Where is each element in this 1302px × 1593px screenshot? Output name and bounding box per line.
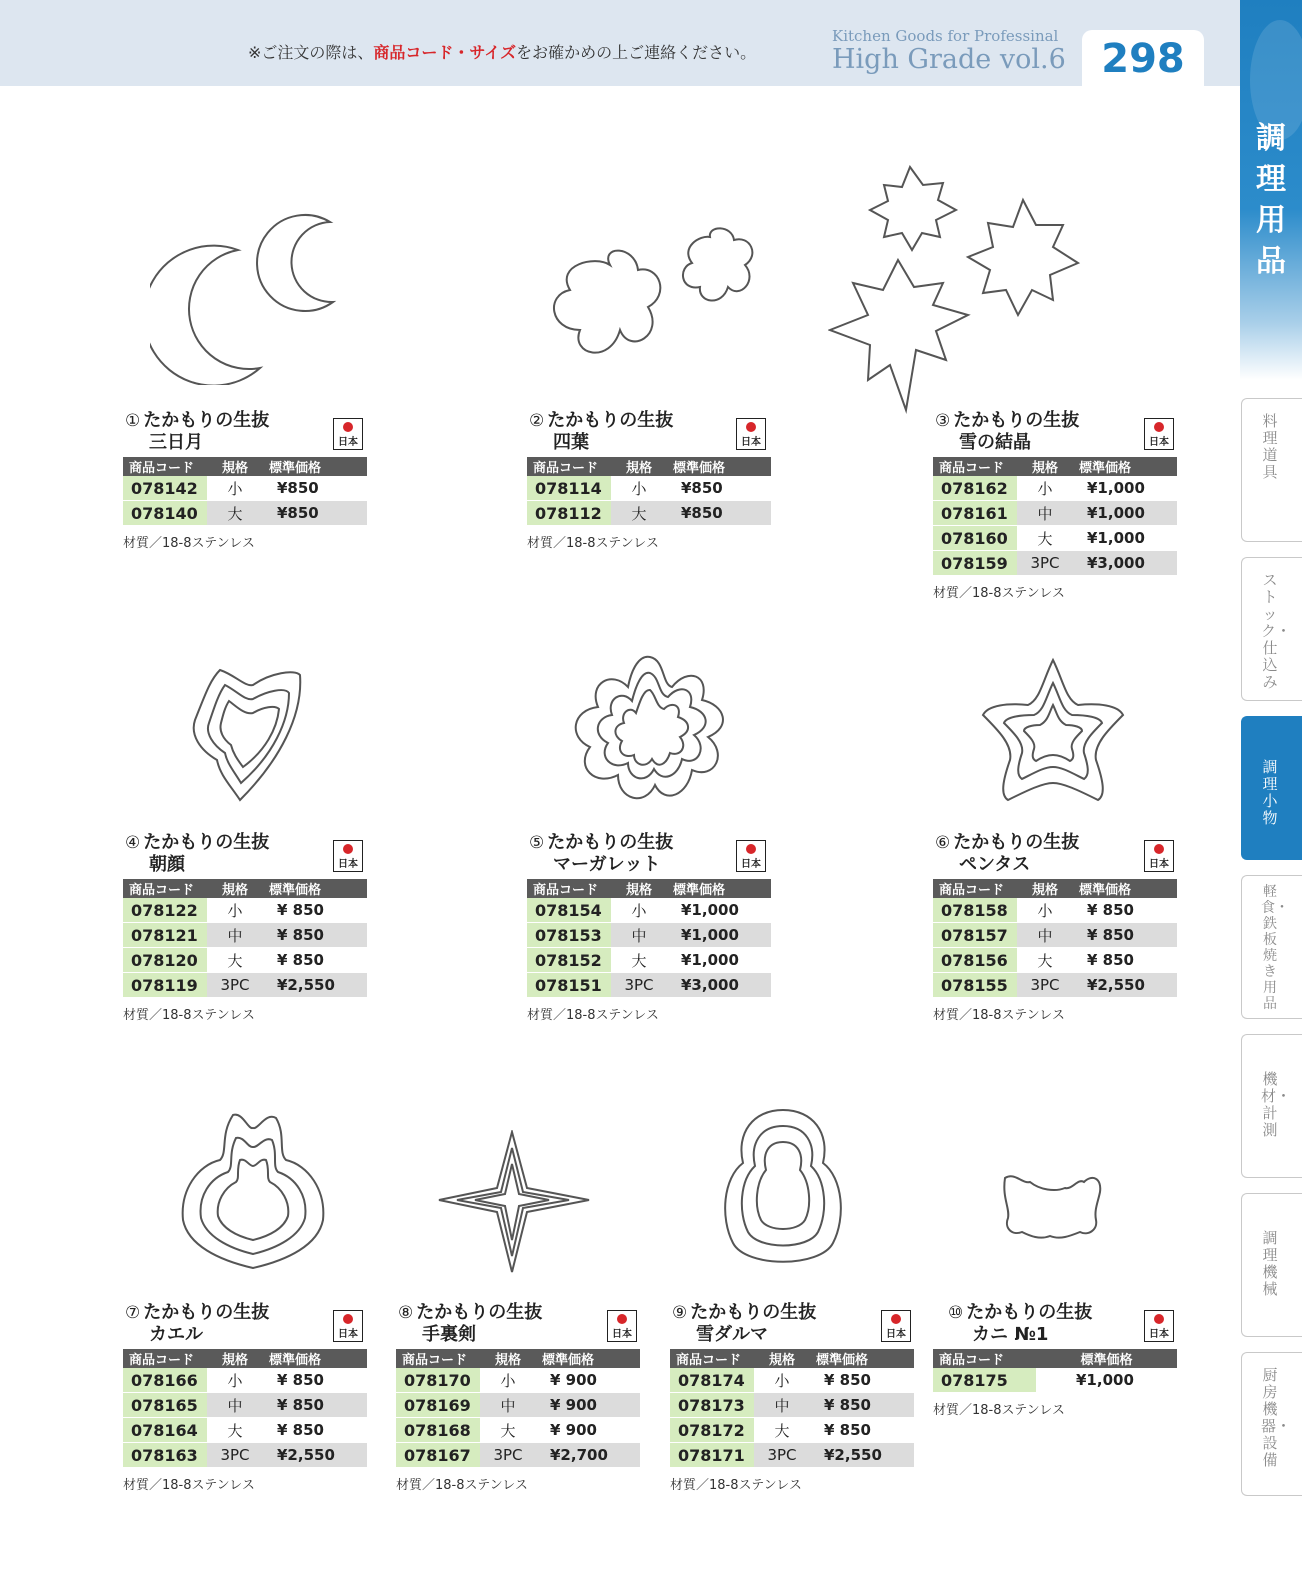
made-in-japan-badge bbox=[333, 418, 363, 450]
japan-flag-icon bbox=[746, 844, 756, 854]
product-title bbox=[125, 1302, 269, 1346]
product-code: 078142 bbox=[123, 476, 207, 501]
product-size: 小 bbox=[1017, 476, 1073, 501]
col-header-code: 商品コード bbox=[123, 879, 207, 898]
table-header-row bbox=[933, 879, 1177, 898]
notice-text-end: をお確かめの上ご連絡ください。 bbox=[516, 43, 757, 62]
table-row bbox=[527, 973, 771, 998]
product-code: 078168 bbox=[396, 1418, 480, 1443]
tab-cooking-small-items[interactable] bbox=[1241, 716, 1302, 860]
badge-label: 日本 bbox=[1149, 859, 1169, 870]
col-header-code: 商品コード bbox=[670, 1349, 754, 1368]
badge-label: 日本 bbox=[612, 1329, 632, 1340]
material-note: 材質／18-8ステンレス bbox=[527, 1008, 659, 1023]
product-code: 078162 bbox=[933, 476, 1017, 501]
made-in-japan-badge bbox=[736, 840, 766, 872]
product-price: ¥ 850 bbox=[810, 1418, 914, 1443]
japan-flag-icon bbox=[343, 844, 353, 854]
table-row bbox=[123, 973, 367, 998]
tab-snack-teppan[interactable] bbox=[1241, 875, 1302, 1019]
product-size: 大 bbox=[480, 1418, 536, 1443]
product-code: 078165 bbox=[123, 1393, 207, 1418]
product-code: 078119 bbox=[123, 973, 207, 998]
product-code: 078164 bbox=[123, 1418, 207, 1443]
table-row bbox=[670, 1418, 914, 1443]
table-row bbox=[527, 923, 771, 948]
product-code: 078174 bbox=[670, 1368, 754, 1393]
product-number: ⑤ bbox=[529, 833, 545, 853]
product-size: 3PC bbox=[480, 1443, 536, 1468]
tab-label: 厨房機器・設備 bbox=[1261, 1366, 1292, 1469]
badge-label: 日本 bbox=[741, 437, 761, 448]
morning-glory-cutter-image bbox=[185, 665, 315, 810]
product-code: 078114 bbox=[527, 476, 611, 501]
product-price: ¥2,550 bbox=[263, 973, 367, 998]
badge-label: 日本 bbox=[338, 1329, 358, 1340]
table-row bbox=[123, 948, 367, 973]
table-row bbox=[933, 923, 1177, 948]
table-row bbox=[396, 1393, 640, 1418]
table-row bbox=[670, 1393, 914, 1418]
made-in-japan-badge bbox=[1144, 418, 1174, 450]
col-header-price: 標準価格 bbox=[667, 457, 771, 476]
product-title bbox=[529, 410, 673, 454]
tab-label: ストック・仕込み bbox=[1261, 571, 1292, 691]
product-size: 小 bbox=[611, 898, 667, 923]
frog-cutter-image bbox=[178, 1110, 328, 1275]
product-code: 078152 bbox=[527, 948, 611, 973]
table-header-row bbox=[123, 457, 367, 476]
product-code: 078153 bbox=[527, 923, 611, 948]
product-code: 078155 bbox=[933, 973, 1017, 998]
japan-flag-icon bbox=[617, 1314, 627, 1324]
product-code: 078154 bbox=[527, 898, 611, 923]
tab-kitchen-equipment[interactable] bbox=[1241, 1352, 1302, 1496]
table-row bbox=[933, 551, 1177, 576]
table-header-row bbox=[933, 1349, 1177, 1368]
product-name: たかもりの生抜 bbox=[416, 1302, 543, 1323]
table-header-row bbox=[527, 457, 771, 476]
table-row bbox=[123, 1393, 367, 1418]
table-row bbox=[396, 1368, 640, 1393]
product-number: ⑨ bbox=[672, 1303, 688, 1323]
product-price: ¥ 900 bbox=[536, 1393, 640, 1418]
product-code: 078161 bbox=[933, 501, 1017, 526]
product-size: 大 bbox=[1017, 526, 1073, 551]
col-header-size: 規格 bbox=[611, 879, 667, 898]
tab-cooking-tools[interactable] bbox=[1241, 398, 1302, 542]
product-price: ¥1,000 bbox=[667, 898, 771, 923]
material-note: 材質／18-8ステンレス bbox=[123, 1008, 255, 1023]
product-subtitle: 三日月 bbox=[149, 432, 203, 453]
product-size: 3PC bbox=[754, 1443, 810, 1468]
product-name: たかもりの生抜 bbox=[143, 410, 270, 431]
product-size: 3PC bbox=[1017, 551, 1073, 576]
col-header-code: 商品コード bbox=[396, 1349, 480, 1368]
material-note: 材質／18-8ステンレス bbox=[670, 1478, 802, 1493]
table-header-row bbox=[527, 879, 771, 898]
badge-label: 日本 bbox=[886, 1329, 906, 1340]
badge-label: 日本 bbox=[1149, 437, 1169, 448]
product-name: たかもりの生抜 bbox=[143, 1302, 270, 1323]
table-row bbox=[527, 948, 771, 973]
product-size: 中 bbox=[754, 1393, 810, 1418]
tab-label: 調理機械 bbox=[1262, 1229, 1278, 1298]
col-header-size: 規格 bbox=[207, 457, 263, 476]
japan-flag-icon bbox=[746, 422, 756, 432]
sidebar-title: 調理用品 bbox=[1256, 121, 1286, 279]
product-size: 小 bbox=[207, 1368, 263, 1393]
product-price: ¥ 850 bbox=[1073, 898, 1177, 923]
product-price: ¥850 bbox=[263, 476, 367, 501]
crescent-moon-cutter-image bbox=[150, 210, 350, 385]
product-size: 大 bbox=[611, 501, 667, 526]
product-name: たかもりの生抜 bbox=[966, 1302, 1093, 1323]
table-row bbox=[123, 1443, 367, 1468]
product-price: ¥1,000 bbox=[1073, 501, 1177, 526]
product-size: 大 bbox=[611, 948, 667, 973]
product-price: ¥ 850 bbox=[263, 948, 367, 973]
product-spec-table bbox=[527, 879, 771, 998]
material-note: 材質／18-8ステンレス bbox=[527, 536, 659, 551]
product-price: ¥ 850 bbox=[263, 1418, 367, 1443]
product-price: ¥850 bbox=[667, 476, 771, 501]
badge-label: 日本 bbox=[741, 859, 761, 870]
product-code: 078159 bbox=[933, 551, 1017, 576]
tab-label: 軽食・鉄板焼き用品 bbox=[1261, 884, 1289, 1012]
product-title bbox=[125, 410, 269, 454]
snowflake-cutter-image bbox=[828, 165, 1098, 420]
product-code: 078158 bbox=[933, 898, 1017, 923]
col-header-size: 規格 bbox=[207, 879, 263, 898]
col-header-price: 標準価格 bbox=[263, 457, 367, 476]
col-header-price: 標準価格 bbox=[1073, 879, 1177, 898]
product-price: ¥ 900 bbox=[536, 1418, 640, 1443]
product-name: たかもりの生抜 bbox=[953, 410, 1080, 431]
shuriken-cutter-image bbox=[437, 1130, 592, 1275]
product-price: ¥ 850 bbox=[263, 1368, 367, 1393]
table-row bbox=[670, 1443, 914, 1468]
product-size: 大 bbox=[207, 1418, 263, 1443]
product-price: ¥ 850 bbox=[263, 923, 367, 948]
tab-label: 機材・計測 bbox=[1261, 1070, 1292, 1139]
product-name: たかもりの生抜 bbox=[547, 832, 674, 853]
product-subtitle: カニ №1 bbox=[972, 1324, 1049, 1345]
japan-flag-icon bbox=[1154, 844, 1164, 854]
table-row bbox=[933, 476, 1177, 501]
product-title bbox=[672, 1302, 816, 1346]
tab-label: 料理道具 bbox=[1262, 412, 1278, 481]
product-spec-table bbox=[933, 457, 1177, 576]
product-price: ¥2,550 bbox=[1073, 973, 1177, 998]
table-row bbox=[123, 1368, 367, 1393]
pentas-cutter-image bbox=[978, 655, 1128, 805]
product-size: 大 bbox=[207, 948, 263, 973]
product-subtitle: マーガレット bbox=[553, 854, 661, 875]
product-subtitle: 四葉 bbox=[553, 432, 589, 453]
notice-highlight: 商品コード・サイズ bbox=[373, 43, 517, 62]
product-price: ¥1,000 bbox=[1073, 476, 1177, 501]
product-price: ¥3,000 bbox=[1073, 551, 1177, 576]
product-number: ⑥ bbox=[935, 833, 951, 853]
catalog-brand-line1: Kitchen Goods for Professinal bbox=[832, 27, 1059, 45]
table-row bbox=[396, 1418, 640, 1443]
product-price: ¥2,550 bbox=[810, 1443, 914, 1468]
japan-flag-icon bbox=[1154, 1314, 1164, 1324]
product-price: ¥ 850 bbox=[810, 1368, 914, 1393]
col-header-code: 商品コード bbox=[527, 457, 611, 476]
product-price: ¥850 bbox=[263, 501, 367, 526]
col-header-code: 商品コード bbox=[933, 1349, 1036, 1368]
product-number: ③ bbox=[935, 411, 951, 431]
made-in-japan-badge bbox=[1144, 840, 1174, 872]
col-header-price: 標準価格 bbox=[1073, 457, 1177, 476]
japan-flag-icon bbox=[1154, 422, 1164, 432]
crab-cutter-image bbox=[1000, 1170, 1110, 1245]
product-price: ¥2,550 bbox=[263, 1443, 367, 1468]
tab-stock-prep[interactable] bbox=[1241, 557, 1302, 701]
col-header-price: 標準価格 bbox=[263, 879, 367, 898]
product-price: ¥1,000 bbox=[1036, 1368, 1177, 1393]
product-title bbox=[935, 832, 1079, 876]
table-row bbox=[396, 1443, 640, 1468]
product-code: 078120 bbox=[123, 948, 207, 973]
table-row bbox=[123, 898, 367, 923]
catalog-brand-line2: High Grade vol.6 bbox=[832, 44, 1066, 75]
col-header-code: 商品コード bbox=[123, 457, 207, 476]
product-size: 3PC bbox=[207, 973, 263, 998]
product-code: 078112 bbox=[527, 501, 611, 526]
tab-label: 調理小物 bbox=[1262, 758, 1278, 827]
product-size: 小 bbox=[207, 476, 263, 501]
col-header-code: 商品コード bbox=[123, 1349, 207, 1368]
table-row bbox=[123, 501, 367, 526]
page-number: 298 bbox=[1101, 36, 1185, 82]
table-row bbox=[123, 923, 367, 948]
badge-label: 日本 bbox=[338, 437, 358, 448]
col-header-size: 規格 bbox=[1017, 457, 1073, 476]
product-spec-table bbox=[527, 457, 771, 526]
product-price: ¥ 850 bbox=[263, 898, 367, 923]
tab-equipment-measure[interactable] bbox=[1241, 1034, 1302, 1178]
col-header-size: 規格 bbox=[1017, 879, 1073, 898]
product-size: 中 bbox=[1017, 923, 1073, 948]
material-note: 材質／18-8ステンレス bbox=[396, 1478, 528, 1493]
product-size: 中 bbox=[480, 1393, 536, 1418]
col-header-price: 標準価格 bbox=[536, 1349, 640, 1368]
table-row bbox=[933, 973, 1177, 998]
japan-flag-icon bbox=[891, 1314, 901, 1324]
made-in-japan-badge bbox=[881, 1310, 911, 1342]
table-row bbox=[527, 898, 771, 923]
product-subtitle: カエル bbox=[149, 1324, 203, 1345]
product-code: 078175 bbox=[933, 1368, 1036, 1393]
product-price: ¥2,700 bbox=[536, 1443, 640, 1468]
col-header-code: 商品コード bbox=[933, 457, 1017, 476]
product-name: たかもりの生抜 bbox=[143, 832, 270, 853]
order-notice bbox=[248, 40, 756, 63]
japan-flag-icon bbox=[343, 1314, 353, 1324]
product-subtitle: ペンタス bbox=[959, 854, 1031, 875]
col-header-size: 規格 bbox=[611, 457, 667, 476]
product-code: 078157 bbox=[933, 923, 1017, 948]
product-code: 078170 bbox=[396, 1368, 480, 1393]
material-note: 材質／18-8ステンレス bbox=[123, 536, 255, 551]
col-header-size: 規格 bbox=[207, 1349, 263, 1368]
product-spec-table bbox=[123, 879, 367, 998]
product-size: 中 bbox=[611, 923, 667, 948]
product-subtitle: 朝顔 bbox=[149, 854, 185, 875]
product-title bbox=[125, 832, 269, 876]
table-header-row bbox=[396, 1349, 640, 1368]
product-size: 中 bbox=[207, 923, 263, 948]
product-price: ¥ 850 bbox=[810, 1393, 914, 1418]
col-header-price: 標準価格 bbox=[667, 879, 771, 898]
col-header-price: 標準価格 bbox=[1036, 1349, 1177, 1368]
product-size: 3PC bbox=[611, 973, 667, 998]
badge-label: 日本 bbox=[1149, 1329, 1169, 1340]
product-code: 078151 bbox=[527, 973, 611, 998]
product-subtitle: 手裏剣 bbox=[422, 1324, 476, 1345]
product-price: ¥1,000 bbox=[667, 948, 771, 973]
product-title bbox=[529, 832, 673, 876]
product-price: ¥ 900 bbox=[536, 1368, 640, 1393]
marguerite-cutter-image bbox=[570, 655, 730, 810]
product-spec-table bbox=[396, 1349, 640, 1468]
product-size: 3PC bbox=[1017, 973, 1073, 998]
product-size: 小 bbox=[207, 898, 263, 923]
table-header-row bbox=[933, 457, 1177, 476]
product-number: ⑧ bbox=[398, 1303, 414, 1323]
product-name: たかもりの生抜 bbox=[690, 1302, 817, 1323]
product-code: 078122 bbox=[123, 898, 207, 923]
made-in-japan-badge bbox=[1144, 1310, 1174, 1342]
table-row bbox=[123, 476, 367, 501]
product-name: たかもりの生抜 bbox=[547, 410, 674, 431]
product-size: 小 bbox=[611, 476, 667, 501]
table-row bbox=[933, 1368, 1177, 1393]
product-price: ¥ 850 bbox=[1073, 923, 1177, 948]
product-title bbox=[948, 1302, 1092, 1346]
col-header-code: 商品コード bbox=[527, 879, 611, 898]
product-number: ④ bbox=[125, 833, 141, 853]
table-row bbox=[527, 476, 771, 501]
product-spec-table bbox=[123, 457, 367, 526]
product-size: 3PC bbox=[207, 1443, 263, 1468]
product-price: ¥850 bbox=[667, 501, 771, 526]
product-price: ¥3,000 bbox=[667, 973, 771, 998]
material-note: 材質／18-8ステンレス bbox=[933, 586, 1065, 601]
made-in-japan-badge bbox=[607, 1310, 637, 1342]
product-size: 大 bbox=[754, 1418, 810, 1443]
product-title bbox=[398, 1302, 542, 1346]
product-code: 078171 bbox=[670, 1443, 754, 1468]
product-size: 大 bbox=[207, 501, 263, 526]
product-code: 078160 bbox=[933, 526, 1017, 551]
product-size: 中 bbox=[1017, 501, 1073, 526]
made-in-japan-badge bbox=[736, 418, 766, 450]
table-row bbox=[933, 526, 1177, 551]
product-number: ① bbox=[125, 411, 141, 431]
table-row bbox=[527, 501, 771, 526]
product-subtitle: 雪ダルマ bbox=[696, 1324, 768, 1345]
product-title bbox=[935, 410, 1079, 454]
badge-label: 日本 bbox=[338, 859, 358, 870]
japan-flag-icon bbox=[343, 422, 353, 432]
product-size: 中 bbox=[207, 1393, 263, 1418]
product-code: 078121 bbox=[123, 923, 207, 948]
product-name: たかもりの生抜 bbox=[953, 832, 1080, 853]
col-header-price: 標準価格 bbox=[810, 1349, 914, 1368]
product-code: 078169 bbox=[396, 1393, 480, 1418]
col-header-code: 商品コード bbox=[933, 879, 1017, 898]
product-size: 大 bbox=[1017, 948, 1073, 973]
table-header-row bbox=[123, 1349, 367, 1368]
page-header bbox=[0, 0, 1240, 86]
product-code: 078156 bbox=[933, 948, 1017, 973]
col-header-size: 規格 bbox=[480, 1349, 536, 1368]
product-code: 078172 bbox=[670, 1418, 754, 1443]
page-number-box bbox=[1082, 30, 1204, 86]
product-size: 小 bbox=[754, 1368, 810, 1393]
table-row bbox=[933, 501, 1177, 526]
snowman-cutter-image bbox=[718, 1108, 848, 1278]
col-header-size: 規格 bbox=[754, 1349, 810, 1368]
product-subtitle: 雪の結晶 bbox=[959, 432, 1031, 453]
made-in-japan-badge bbox=[333, 1310, 363, 1342]
material-note: 材質／18-8ステンレス bbox=[933, 1008, 1065, 1023]
table-row bbox=[933, 948, 1177, 973]
product-code: 078166 bbox=[123, 1368, 207, 1393]
product-size: 小 bbox=[1017, 898, 1073, 923]
product-number: ② bbox=[529, 411, 545, 431]
clover-cutter-image bbox=[540, 225, 770, 385]
product-price: ¥1,000 bbox=[1073, 526, 1177, 551]
table-row bbox=[933, 898, 1177, 923]
table-header-row bbox=[670, 1349, 914, 1368]
product-size: 小 bbox=[480, 1368, 536, 1393]
product-code: 078163 bbox=[123, 1443, 207, 1468]
product-price: ¥ 850 bbox=[263, 1393, 367, 1418]
product-spec-table bbox=[933, 1349, 1177, 1393]
table-row bbox=[670, 1368, 914, 1393]
product-number: ⑦ bbox=[125, 1303, 141, 1323]
product-spec-table bbox=[670, 1349, 914, 1468]
table-row bbox=[123, 1418, 367, 1443]
product-code: 078140 bbox=[123, 501, 207, 526]
product-code: 078173 bbox=[670, 1393, 754, 1418]
product-code: 078167 bbox=[396, 1443, 480, 1468]
table-header-row bbox=[123, 879, 367, 898]
made-in-japan-badge bbox=[333, 840, 363, 872]
product-price: ¥ 850 bbox=[1073, 948, 1177, 973]
product-spec-table bbox=[933, 879, 1177, 998]
tab-cooking-machines[interactable] bbox=[1241, 1193, 1302, 1337]
col-header-price: 標準価格 bbox=[263, 1349, 367, 1368]
sidebar-category bbox=[1240, 0, 1302, 380]
material-note: 材質／18-8ステンレス bbox=[933, 1403, 1065, 1418]
notice-text: ※ご注文の際は、 bbox=[248, 43, 374, 62]
material-note: 材質／18-8ステンレス bbox=[123, 1478, 255, 1493]
product-number: ⑩ bbox=[948, 1303, 964, 1323]
product-spec-table bbox=[123, 1349, 367, 1468]
product-price: ¥1,000 bbox=[667, 923, 771, 948]
